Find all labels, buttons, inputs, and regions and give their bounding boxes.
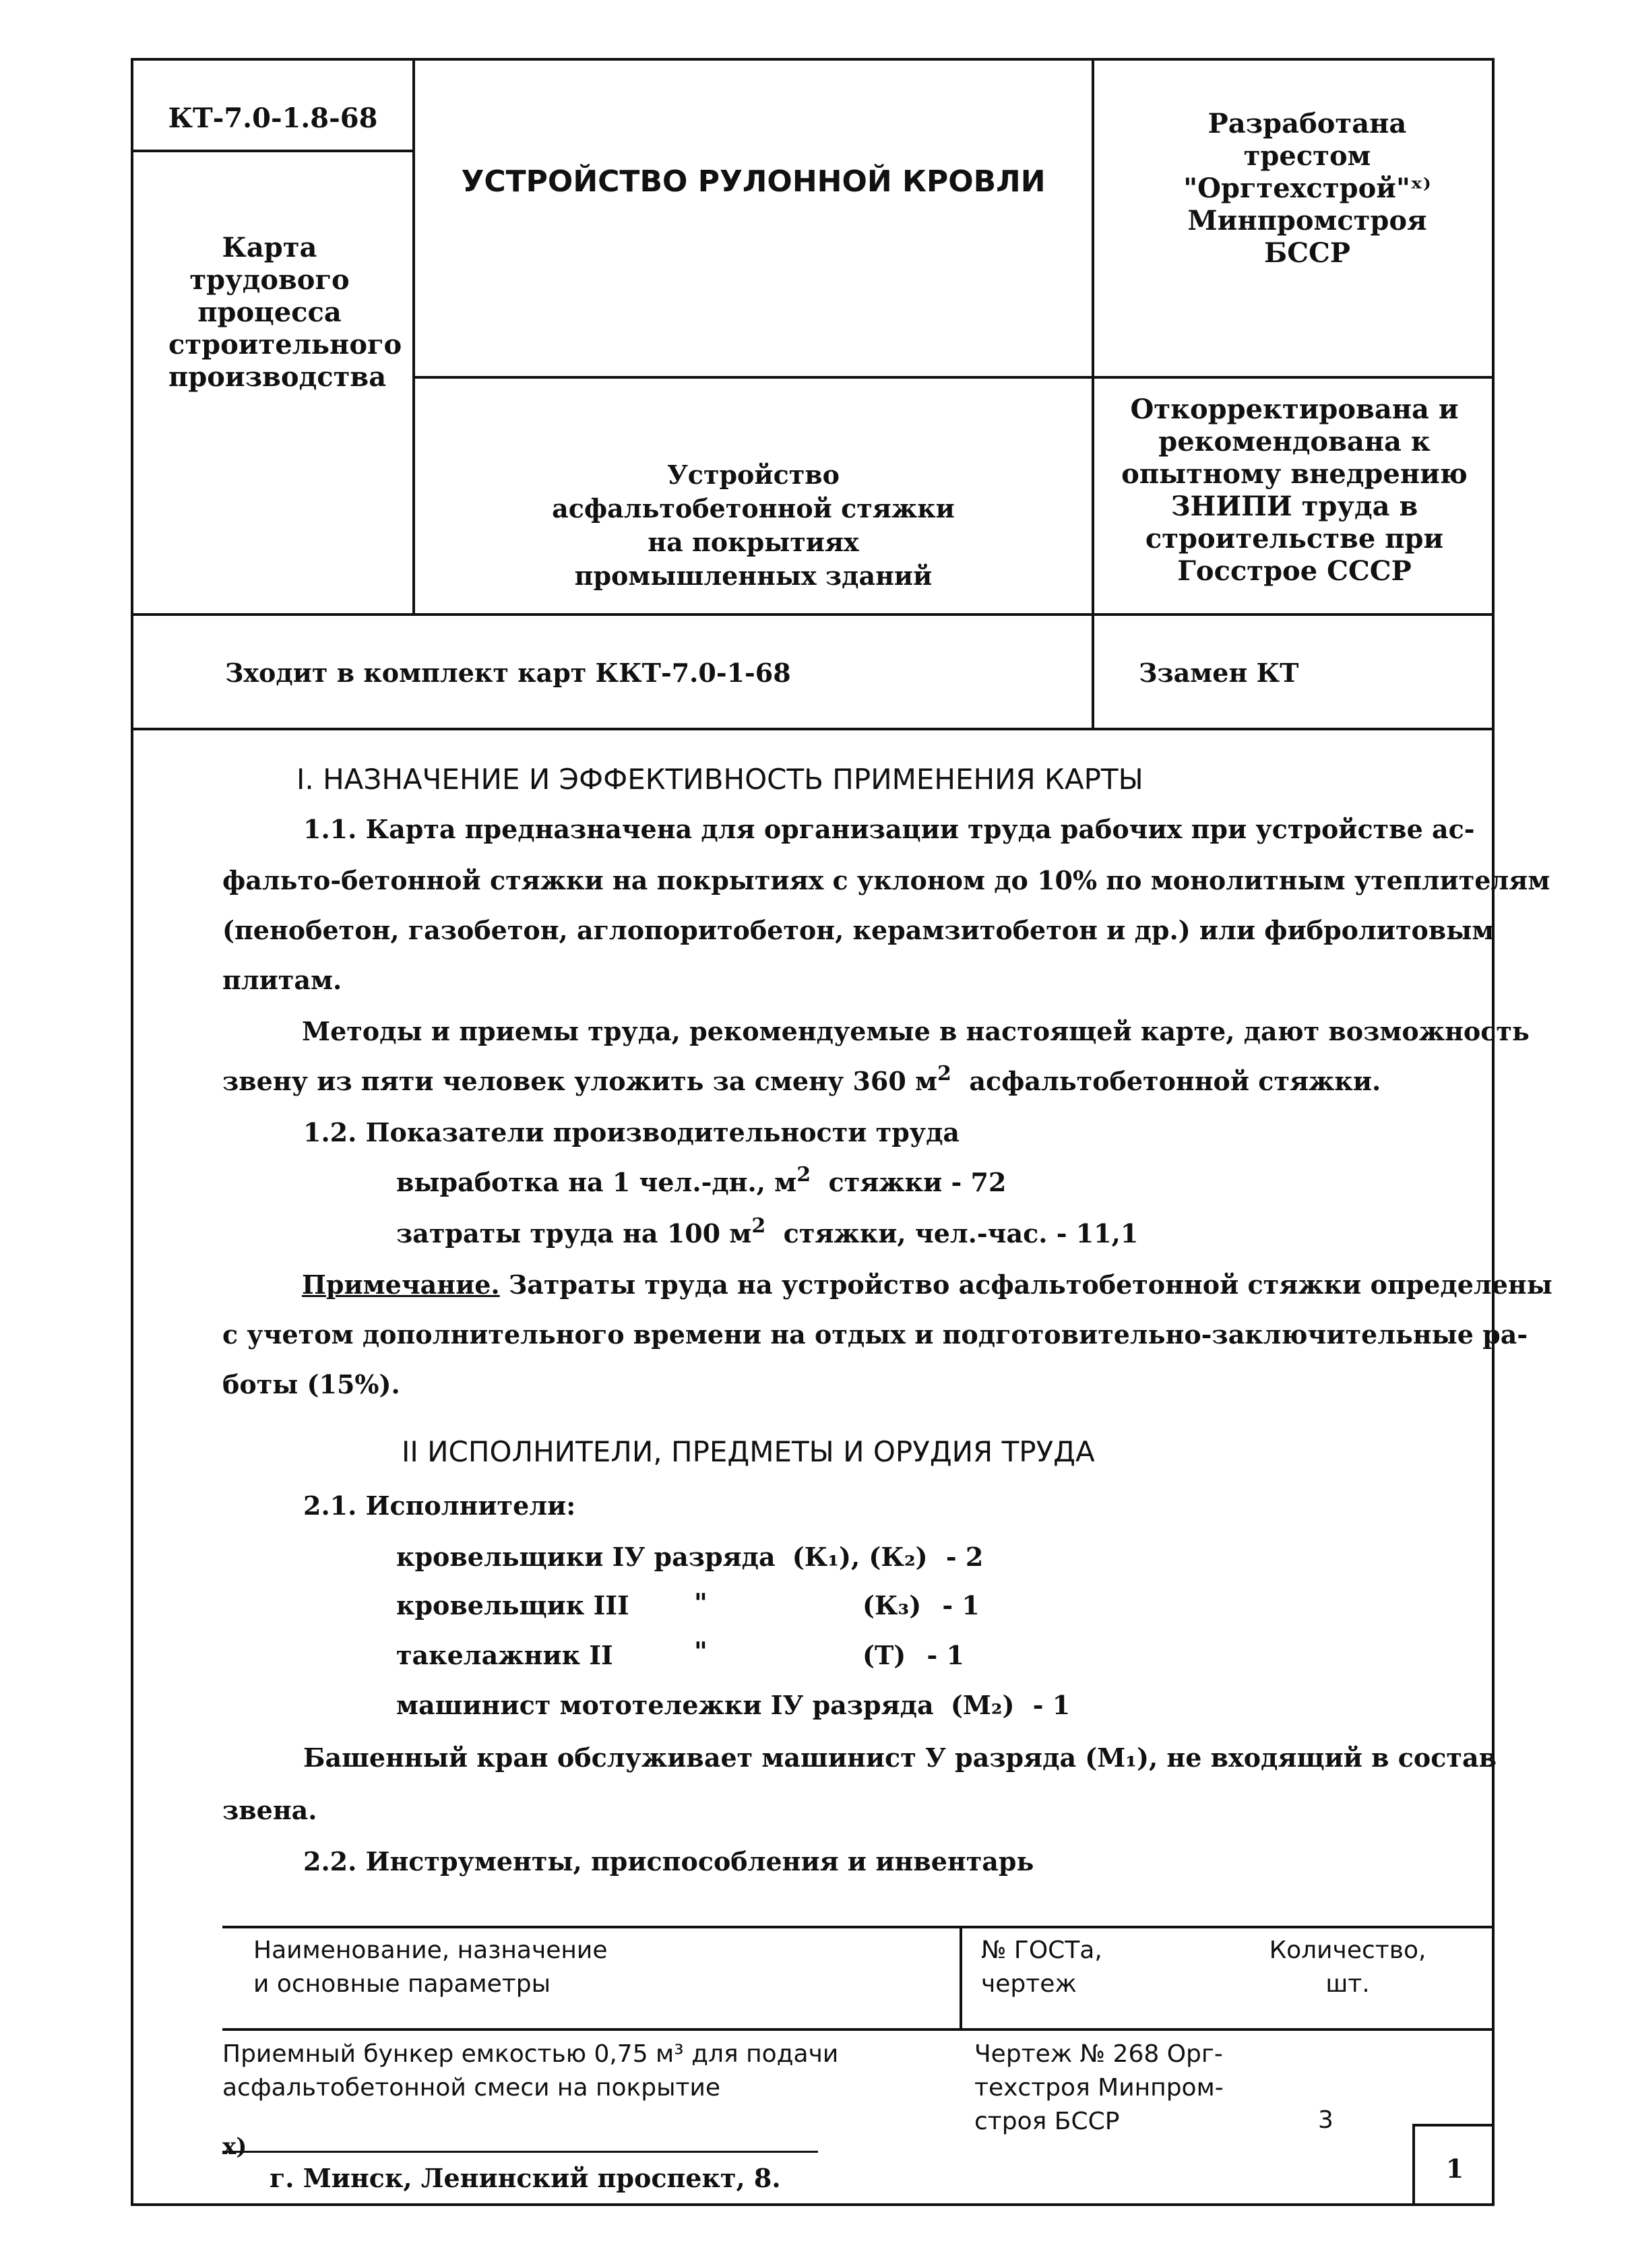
note-line3: боты (15%).	[222, 1369, 400, 1399]
header-divider-3	[131, 613, 1495, 616]
methods-line2-a: звену из пяти человек уложить за смену 360 м	[222, 1066, 938, 1096]
worker-ditto-2: "	[694, 1587, 708, 1618]
table-header-rule	[222, 2028, 1495, 2031]
worker-row-1	[396, 1542, 983, 1572]
methods-line2	[222, 1062, 1381, 1096]
section2-heading: II ИСПОЛНИТЕЛИ, ПРЕДМЕТЫ И ОРУДИЯ ТРУДА	[402, 1435, 1095, 1468]
output-line	[396, 1163, 1007, 1197]
footnote-rule	[222, 2151, 818, 2153]
corrected-block: Откорректирована и рекомендована к опытному внедрению ЗНИПИ труда в строительстве при Госстрое СССР	[1121, 393, 1468, 587]
table-row-qty: 3	[1318, 2106, 1333, 2134]
worker-count: - 1	[942, 1590, 980, 1620]
worker-name: машинист мототележки IУ разряда	[396, 1690, 934, 1720]
output-line-a: выработка на 1 чел.-дн., м	[396, 1167, 797, 1197]
worker-name: кровельщики IУ разряда	[396, 1542, 776, 1572]
p21: 2.1. Исполнители:	[303, 1490, 576, 1521]
table-col-divider	[960, 1926, 962, 2029]
table-row-gost: Чертеж № 268 Орг- техстроя Минпром- строя БССР	[974, 2040, 1224, 2135]
worker-count: - 1	[927, 1640, 964, 1670]
developer-block: Разработана трестом "Оргтехстрой"ˣ⁾ Минпромстроя БССР	[1183, 108, 1431, 269]
methods-line2-b: асфальтобетонной стяжки.	[969, 1066, 1381, 1096]
table-header-qty: Количество, шт.	[1269, 1936, 1426, 1998]
p11-line4: плитам.	[222, 965, 342, 995]
document-code: КТ-7.0-1.8-68	[168, 102, 378, 134]
superscript-2a: 2	[937, 1062, 951, 1085]
card-type: Карта трудового процесса строительного производства	[168, 232, 402, 393]
header-divider-4	[131, 728, 1495, 730]
worker-row-2	[396, 1590, 629, 1620]
header-divider-2	[414, 376, 1495, 379]
header-divider-1	[131, 150, 414, 152]
worker-code: (Т)	[862, 1640, 906, 1670]
p12: 1.2. Показатели производительности труда	[303, 1117, 960, 1147]
worker-name: такелажник II	[396, 1640, 613, 1670]
methods-line1: Методы и приемы труда, рекомендуемые в настоящей карте, дают возможность	[302, 1016, 1530, 1046]
worker-row-4	[396, 1690, 1070, 1720]
worker-code: (К₁), (К₂)	[792, 1542, 928, 1572]
table-row-name: Приемный бункер емкостью 0,75 м³ для подачи асфальтобетонной смеси на покрытие	[222, 2040, 839, 2102]
p11-line1: 1.1. Карта предназначена для организации труда рабочих при устройстве ас-	[303, 814, 1475, 844]
crane-line2: звена.	[222, 1795, 317, 1825]
worker-name: кровельщик III	[396, 1590, 629, 1620]
cost-line-b: стяжки, чел.-час. - 11,1	[783, 1218, 1139, 1249]
superscript-2c: 2	[751, 1214, 766, 1238]
replaces-line: Ззамен КТ	[1139, 658, 1299, 688]
table-header-gost: № ГОСТа, чертеж	[981, 1936, 1102, 1998]
page-number: 1	[1445, 2153, 1464, 2184]
worker-row-3	[396, 1640, 613, 1670]
cost-line-a: затраты труда на 100 м	[396, 1218, 752, 1249]
main-title: УСТРОЙСТВО РУЛОННОЙ КРОВЛИ	[461, 164, 1046, 199]
table-header-name: Наименование, назначение и основные параметры	[253, 1936, 608, 1998]
footnote-mark: х)	[222, 2133, 247, 2160]
crane-line1: Башенный кран обслуживает машинист У разряда (М₁), не входящий в состав	[303, 1742, 1497, 1773]
note-label: Примечание.	[302, 1269, 500, 1300]
worker-ditto-3: "	[694, 1636, 708, 1666]
worker-count: - 2	[945, 1542, 984, 1572]
note-line1	[302, 1269, 1552, 1300]
p11-line2: фальто-бетонной стяжки на покрытиях с уклоном до 10% по монолитным утеплителям	[222, 865, 1550, 895]
worker-count: - 1	[1032, 1690, 1071, 1720]
section1-heading: I. НАЗНАЧЕНИЕ И ЭФФЕКТИВНОСТЬ ПРИМЕНЕНИЯ КАРТЫ	[296, 763, 1143, 796]
p11-line3: (пенобетон, газобетон, аглопоритобетон, керамзитобетон и др.) или фибролитовым	[222, 915, 1495, 945]
p22: 2.2. Инструменты, приспособления и инвентарь	[303, 1846, 1034, 1877]
worker-code: (К₃)	[862, 1590, 922, 1620]
worker-code-2	[862, 1590, 980, 1620]
worker-code: (М₂)	[950, 1690, 1015, 1720]
table-top-rule	[222, 1926, 1495, 1928]
set-line: Зходит в комплект карт ККТ-7.0-1-68	[225, 658, 791, 688]
output-line-b: стяжки - 72	[828, 1167, 1007, 1197]
footnote-text: г. Минск, Ленинский проспект, 8.	[270, 2163, 781, 2193]
superscript-2b: 2	[796, 1163, 811, 1187]
worker-code-3	[862, 1640, 964, 1670]
cost-line	[396, 1214, 1139, 1249]
note-line2: с учетом дополнительного времени на отдых и подготовительно-заключительные ра-	[222, 1319, 1528, 1350]
note-text-1: Затраты труда на устройство асфальтобетонной стяжки определены	[508, 1269, 1552, 1300]
subtitle: Устройство асфальтобетонной стяжки на покрытиях промышленных зданий	[552, 460, 955, 591]
